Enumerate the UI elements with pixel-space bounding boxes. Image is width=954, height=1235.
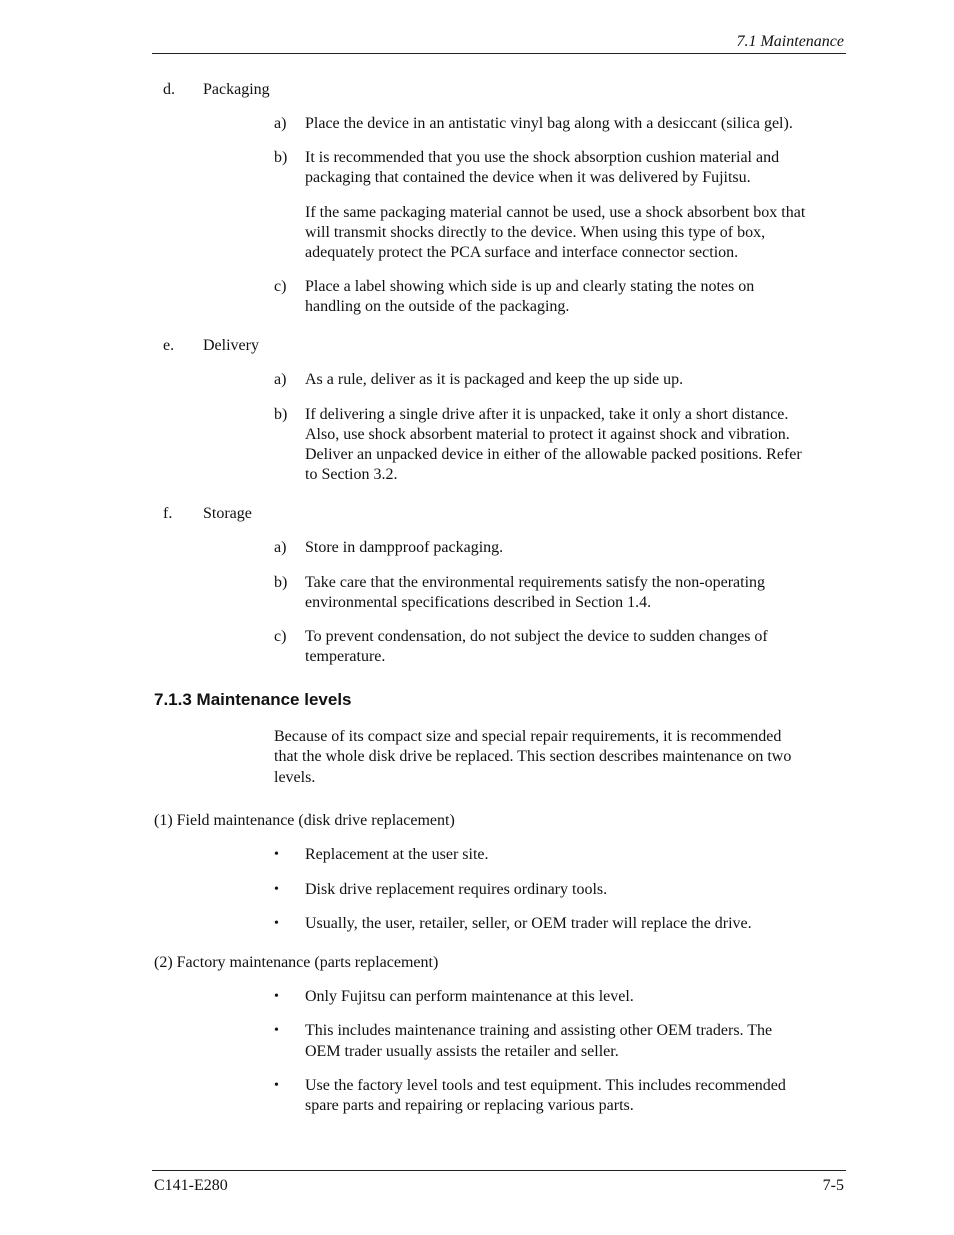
page-number: 7-5 bbox=[822, 1177, 844, 1194]
list-item-text: Take care that the environmental requirements satisfy the non-operating bbox=[305, 574, 766, 591]
bullet-item-text: Use the factory level tools and test equipment. This includes recommended bbox=[305, 1077, 786, 1094]
bullet-item-text: spare parts and repairing or replacing various parts. bbox=[305, 1097, 634, 1114]
bullet-item-text: Replacement at the user site. bbox=[305, 846, 489, 863]
item-marker: c) bbox=[274, 628, 287, 645]
bullet-icon: • bbox=[274, 989, 279, 1004]
list-item-text: As a rule, deliver as it is packaged and keep the up side up. bbox=[305, 371, 684, 388]
running-header: 7.1 Maintenance bbox=[736, 33, 844, 50]
note-text: will transmit shocks directly to the device. When using this type of box, bbox=[305, 224, 766, 241]
list-item-text: Place a label showing which side is up and clearly stating the notes on bbox=[305, 278, 755, 295]
list-item-text: If delivering a single drive after it is unpacked, take it only a short distance. bbox=[305, 406, 789, 423]
list-item-text: It is recommended that you use the shock absorption cushion material and bbox=[305, 149, 780, 166]
section-letter: e. bbox=[163, 337, 175, 354]
section-letter: d. bbox=[163, 81, 175, 98]
list-item-text: handling on the outside of the packaging. bbox=[305, 298, 570, 315]
intro-paragraph-line: levels. bbox=[274, 769, 316, 786]
item-marker: a) bbox=[274, 115, 287, 132]
subsection-title-field: (1) Field maintenance (disk drive replacement) bbox=[154, 812, 455, 829]
bullet-item-text: Disk drive replacement requires ordinary tools. bbox=[305, 881, 608, 898]
bullet-icon: • bbox=[274, 916, 279, 931]
section-letter: f. bbox=[163, 505, 173, 522]
subsection-title-factory: (2) Factory maintenance (parts replacement) bbox=[154, 954, 439, 971]
list-item-text: Place the device in an antistatic vinyl bag along with a desiccant (silica gel). bbox=[305, 115, 793, 132]
item-marker: a) bbox=[274, 539, 287, 556]
section-heading: 7.1.3 Maintenance levels bbox=[154, 690, 352, 709]
list-item-text: environmental specifications described in Section 1.4. bbox=[305, 594, 652, 611]
bullet-icon: • bbox=[274, 847, 279, 862]
list-item-text: Store in dampproof packaging. bbox=[305, 539, 504, 556]
item-marker: b) bbox=[274, 149, 288, 166]
section-title-storage: Storage bbox=[203, 505, 252, 522]
footer-rule bbox=[152, 1170, 846, 1171]
item-marker: c) bbox=[274, 278, 287, 295]
header-rule bbox=[152, 53, 846, 54]
note-text: If the same packaging material cannot be used, use a shock absorbent box that bbox=[305, 204, 806, 221]
intro-paragraph-line: that the whole disk drive be replaced. This section describes maintenance on two bbox=[274, 748, 792, 765]
item-marker: b) bbox=[274, 574, 288, 591]
list-item-text: To prevent condensation, do not subject the device to sudden changes of bbox=[305, 628, 768, 645]
item-marker: a) bbox=[274, 371, 287, 388]
bullet-icon: • bbox=[274, 1078, 279, 1093]
section-title-delivery: Delivery bbox=[203, 337, 259, 354]
list-item-text: Also, use shock absorbent material to protect it against shock and vibration. bbox=[305, 426, 790, 443]
document-id: C141-E280 bbox=[154, 1177, 228, 1194]
intro-paragraph-line: Because of its compact size and special repair requirements, it is recommended bbox=[274, 728, 782, 745]
bullet-item-text: This includes maintenance training and assisting other OEM traders. The bbox=[305, 1022, 773, 1039]
section-title-packaging: Packaging bbox=[203, 81, 270, 98]
list-item-text: packaging that contained the device when it was delivered by Fujitsu. bbox=[305, 169, 751, 186]
list-item-text: Deliver an unpacked device in either of the allowable packed positions. Refer bbox=[305, 446, 802, 463]
bullet-icon: • bbox=[274, 882, 279, 897]
bullet-item-text: Usually, the user, retailer, seller, or OEM trader will replace the drive. bbox=[305, 915, 752, 932]
note-text: adequately protect the PCA surface and interface connector section. bbox=[305, 244, 739, 261]
list-item-text: temperature. bbox=[305, 648, 386, 665]
bullet-item-text: Only Fujitsu can perform maintenance at this level. bbox=[305, 988, 634, 1005]
item-marker: b) bbox=[274, 406, 288, 423]
list-item-text: to Section 3.2. bbox=[305, 466, 398, 483]
bullet-icon: • bbox=[274, 1023, 279, 1038]
bullet-item-text: OEM trader usually assists the retailer and seller. bbox=[305, 1043, 619, 1060]
